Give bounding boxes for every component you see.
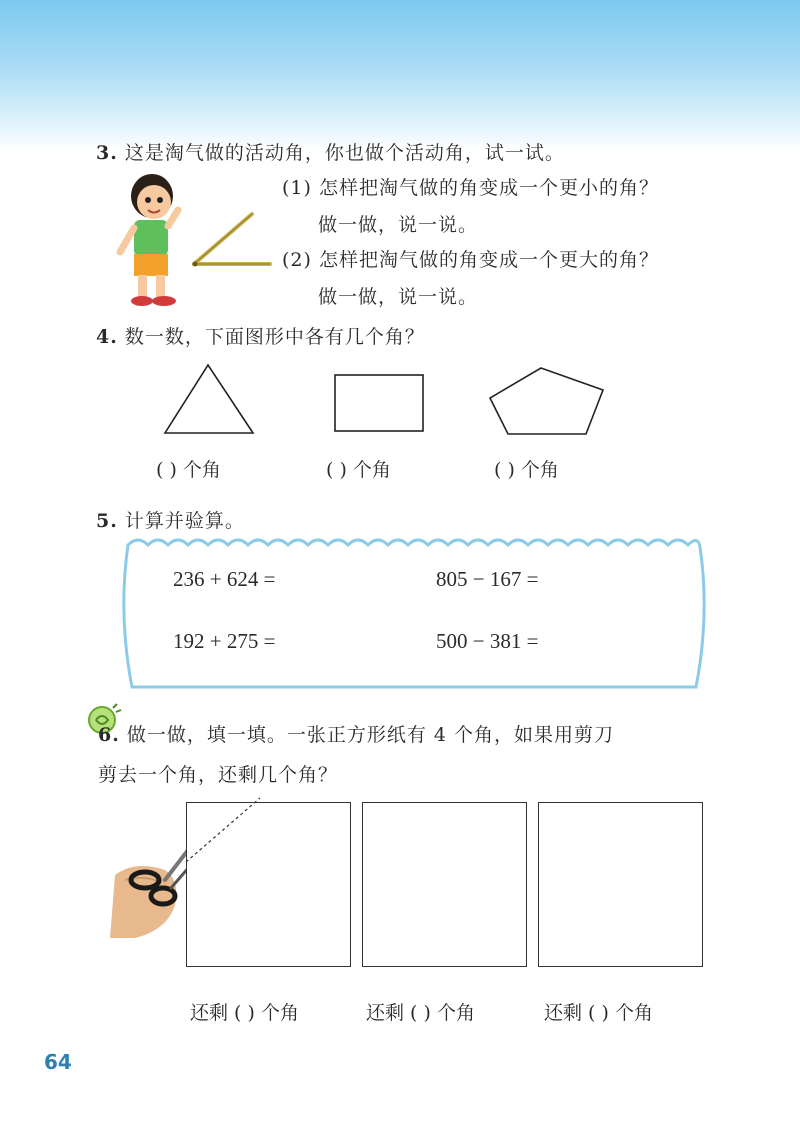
cut-line [186, 802, 351, 967]
header-band [0, 0, 800, 150]
boy-illustration [112, 170, 192, 315]
paper-square-2 [362, 802, 527, 967]
paper-square-1 [186, 802, 351, 967]
q6-blank-1[interactable]: 还剩 ( ) 个角 [190, 1002, 299, 1024]
q5-prompt [96, 506, 245, 533]
q5-text: 计算并验算。 [124, 510, 245, 532]
q4-blank-triangle[interactable]: ( ) 个角 [156, 459, 221, 481]
q6-text-line1: 做一做，填一填。一张正方形纸有 4 个角，如果用剪刀 [126, 724, 615, 746]
q4-prompt [96, 322, 425, 349]
q6-number: 6. [98, 724, 120, 746]
q3-sub1-action: 做一做，说一说。 [318, 214, 479, 236]
page-number: 64 [44, 1050, 72, 1074]
q3-prompt [96, 138, 565, 165]
calculation-panel-frame [118, 535, 708, 695]
q3-sub2: (2) 怎样把淘气做的角变成一个更大的角？ [282, 249, 659, 271]
equation-4: 500 − 381 = [436, 629, 539, 653]
q6-text-line2: 剪去一个角，还剩几个角？ [98, 764, 339, 786]
q5-number: 5. [96, 510, 118, 532]
q4-text: 数一数，下面图形中各有几个角？ [124, 326, 425, 348]
q4-number: 4. [96, 326, 118, 348]
q3-sub1: (1) 怎样把淘气做的角变成一个更小的角？ [282, 177, 659, 199]
movable-angle [190, 210, 275, 270]
q6-prompt-line1 [98, 720, 614, 747]
q3-text: 这是淘气做的活动角，你也做个活动角，试一试。 [124, 142, 565, 164]
q3-number: 3. [96, 142, 118, 164]
q4-blank-pentagon[interactable]: ( ) 个角 [494, 459, 559, 481]
equation-2: 805 − 167 = [436, 567, 539, 591]
q3-sub2-action: 做一做，说一说。 [318, 286, 479, 308]
paper-square-3 [538, 802, 703, 967]
q4-blank-rectangle[interactable]: ( ) 个角 [326, 459, 391, 481]
triangle-shape [160, 362, 260, 438]
pentagon-shape [486, 365, 610, 439]
q6-blank-3[interactable]: 还剩 ( ) 个角 [544, 1002, 653, 1024]
q6-blank-2[interactable]: 还剩 ( ) 个角 [366, 1002, 475, 1024]
equation-1: 236 + 624 = [173, 567, 276, 591]
equation-3: 192 + 275 = [173, 629, 276, 653]
calculation-panel [118, 535, 708, 695]
rectangle-shape [332, 372, 428, 436]
